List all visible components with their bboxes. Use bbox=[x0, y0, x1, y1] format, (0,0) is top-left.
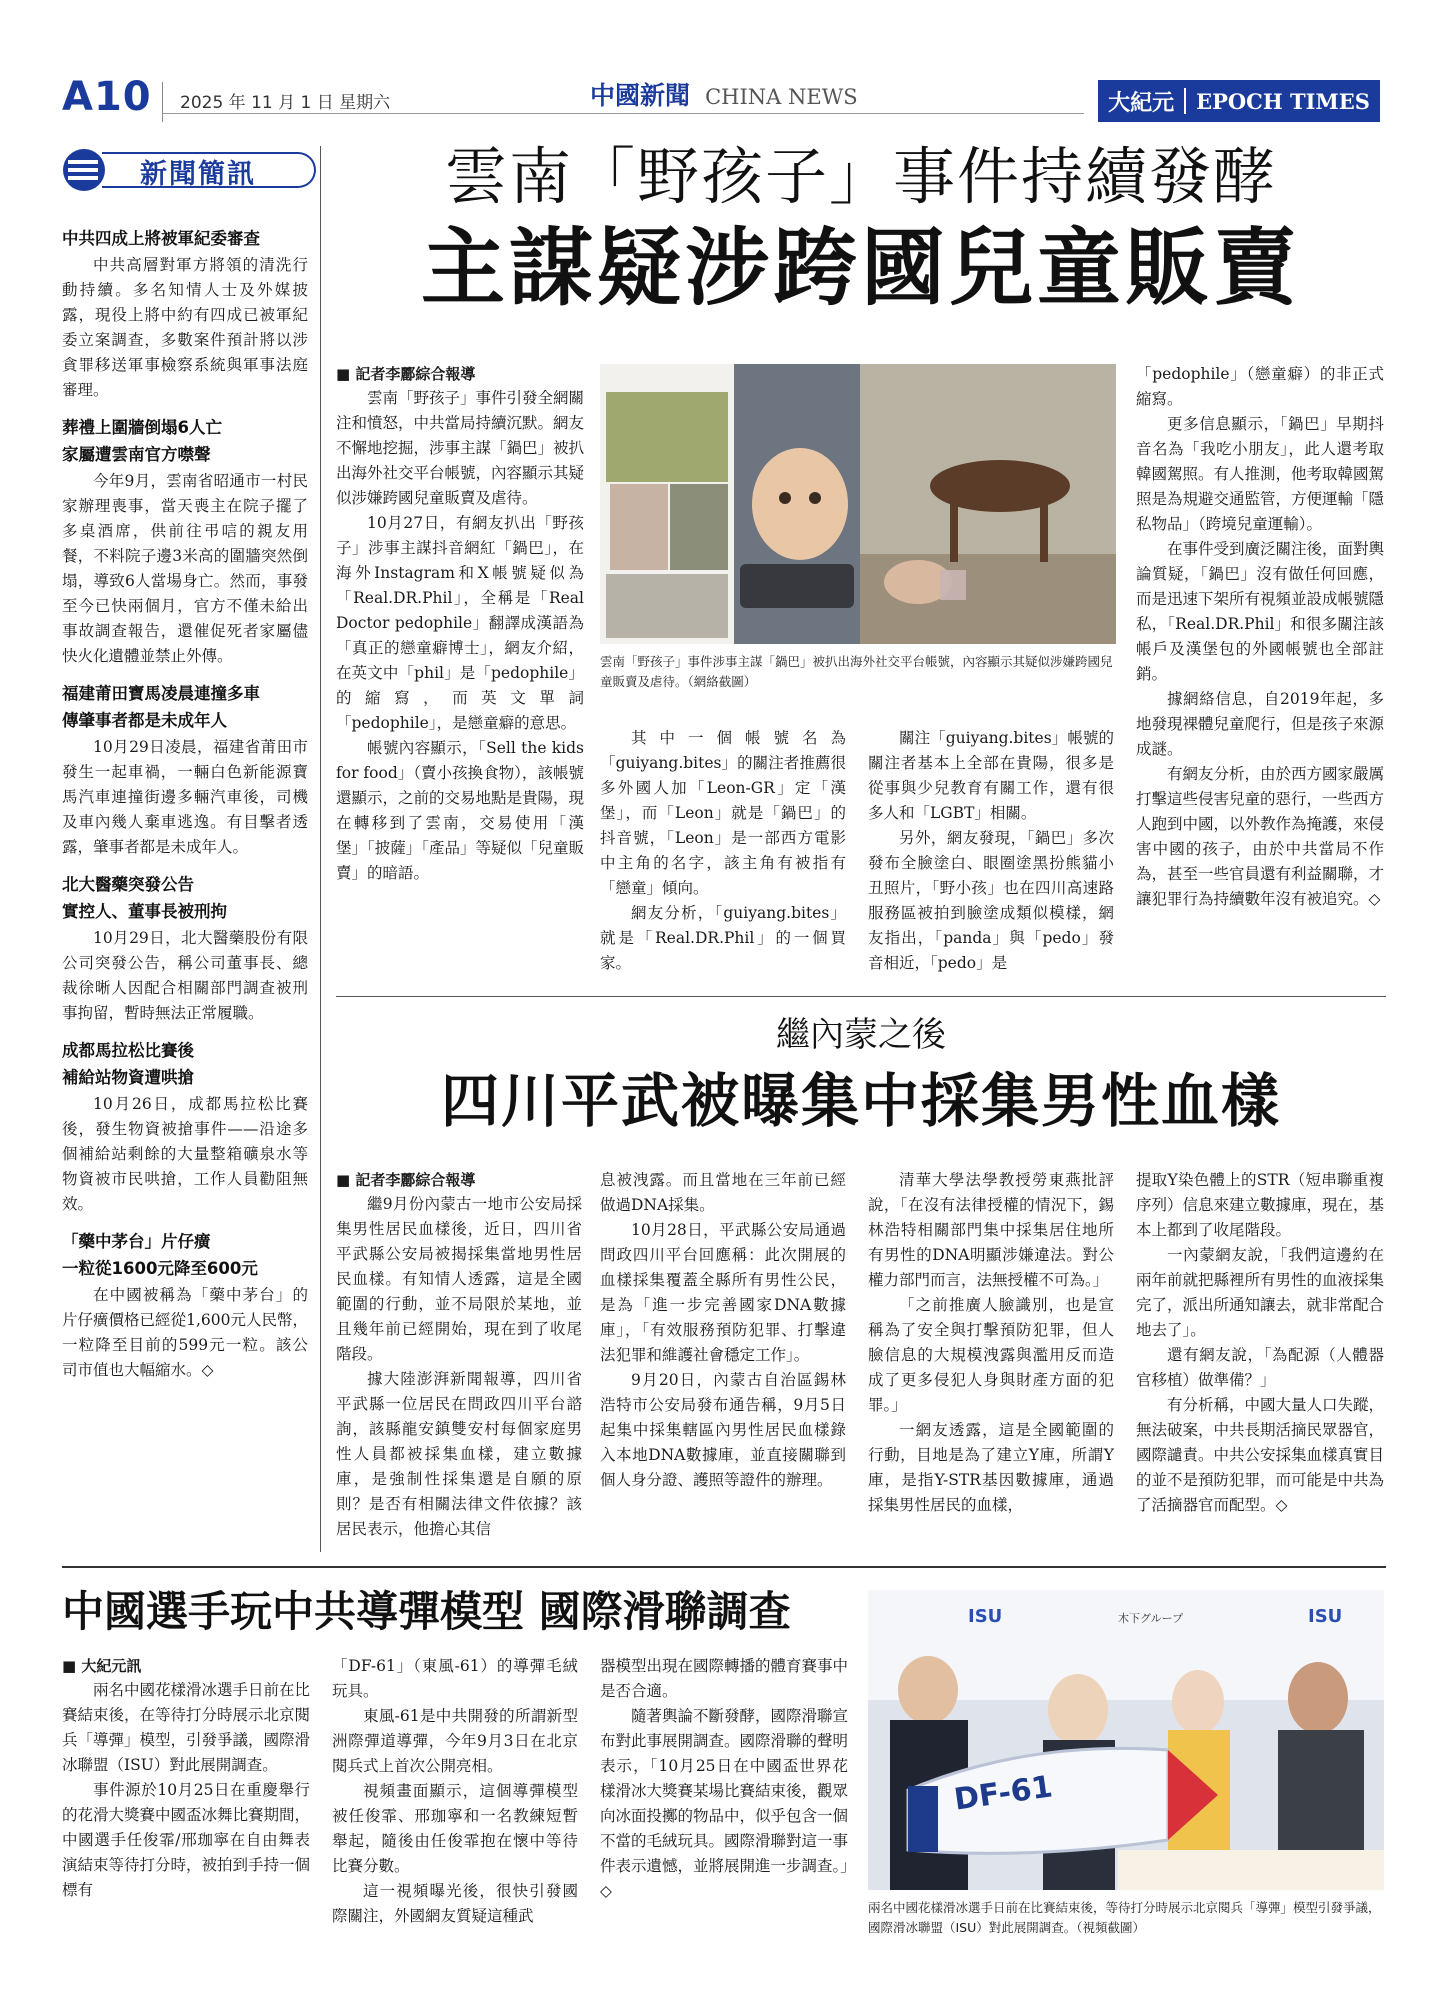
story2-paragraph: 一網友透露，這是全國範圍的行動，目地是為了建立Y庫，所謂Y庫，是指Y-STR基因數據庫，通過採集男性居民的血樣， bbox=[868, 1421, 1114, 1514]
brief-item bbox=[62, 681, 308, 860]
brief-item bbox=[62, 415, 308, 669]
story1-paragraph: 帳號內容顯示，「Sell the kids for food」（賣小孩換食物），該帳號還顯示，之前的交易地點是貴陽，現在轉移到了雲南，交易使用「漢堡」「披薩」「產品」等疑似「兒童販賣」的暗語。 bbox=[336, 739, 584, 882]
story3-paragraph: 視頻畫面顯示，這個導彈模型被任俊霏、邢珈寧和一名教練短暫舉起，隨後由任俊霏抱在懷中等待比賽分數。 bbox=[332, 1782, 578, 1875]
story3-paragraph: 東風-61是中共開發的所謂新型洲際彈道導彈，今年9月3日在北京閱兵式上首次公開亮相。 bbox=[332, 1707, 578, 1775]
story3-caption: 兩名中國花樣滑冰選手日前在比賽結束後，等待打分時展示北京閱兵「導彈」模型引發爭議，國際滑冰聯盟（ISU）對此展開調查。（視頻截圖） bbox=[868, 1900, 1381, 1935]
board-isu-2: ISU bbox=[1308, 1606, 1343, 1627]
section-title-en: CHINA NEWS bbox=[705, 85, 858, 109]
story2-paragraph: 「之前推廣人臉識別，也是宣稱為了安全與打擊預防犯罪，但人臉信息的大規模洩露與濫用反而造成了更多侵犯人身與財產方面的犯罪。」 bbox=[868, 1296, 1114, 1414]
brief-title-line2: 一粒從1600元降至600元 bbox=[62, 1259, 258, 1278]
story2-kicker: 繼內蒙之後 bbox=[776, 1015, 946, 1055]
story1-paragraph: 10月27日，有網友扒出「野孩子」涉事主謀抖音網紅「鍋巴」，在海外Instagram和X帳號疑似為「Real.DR.Phil」，全稱是「Real Doctor pedophile」翻譯成漢語為「真正的戀童癖博士」，網友介紹，在英文中「phil」是「pedophile」的縮寫，而英文單詞「pedophile」，是戀童癖的意思。 bbox=[336, 514, 584, 732]
epoch-times-logo bbox=[1098, 80, 1380, 122]
story3-paragraph: 事件源於10月25日在重慶舉行的花滑大獎賽中國盃冰舞比賽期間，中國選手任俊霏/邢珈寧在自由舞表演結束等待打分時，被拍到手持一個標有 bbox=[62, 1781, 310, 1899]
story3-photo bbox=[868, 1590, 1384, 1890]
brief-title: 福建莆田寶馬凌晨連撞多車 bbox=[62, 684, 260, 703]
story2-paragraph: 10月28日，平武縣公安局通過問政四川平台回應稱：此次開展的血樣採集覆蓋全縣所有男性公民，是為「進一步完善國家DNA數據庫」，「有效服務預防犯罪、打擊違法犯罪和維護社會穩定工作」。 bbox=[600, 1221, 846, 1364]
board-isu-1: ISU bbox=[968, 1606, 1003, 1627]
brief-title-line2: 實控人、董事長被刑拘 bbox=[62, 902, 227, 921]
briefs-column-rule bbox=[320, 146, 321, 1552]
story1-paragraph: 在事件受到廣泛關注後，面對輿論質疑，「鍋巴」沒有做任何回應，而是迅速下架所有視頻並設成帳號隱私，「Real.DR.Phil」和很多關注該帳戶及漢堡包的外國帳號也全部註銷。 bbox=[1136, 540, 1384, 683]
story3-col3 bbox=[600, 1654, 848, 1944]
brief-body: 10月29日，北大醫藥股份有限公司突發公告，稱公司董事長、總裁徐晰人因配合相關部門調查被刑事拘留，暫時無法正常履職。 bbox=[62, 929, 308, 1022]
story3-paragraph: 這一視頻曝光後，很快引發國際關注，外國網友質疑這種武 bbox=[332, 1882, 578, 1925]
briefs-emblem-icon bbox=[62, 148, 106, 192]
story3-paragraph: 隨著輿論不斷發酵，國際滑聯宣布對此事展開調查。國際滑聯的聲明表示，「10月25日在中國盃世界花樣滑冰大獎賽某場比賽結束後，觀眾向冰面投擲的物品中，似乎包含一個不當的毛絨玩具。國際滑聯對這一事件表示遺憾，並將展開進一步調查。」◇ bbox=[600, 1707, 848, 1900]
brief-title: 北大醫藥突發公告 bbox=[62, 875, 194, 894]
brief-title-line2: 補給站物資遭哄搶 bbox=[62, 1068, 194, 1087]
story2-paragraph: 還有網友說，「為配源（人體器官移植）做準備？」 bbox=[1136, 1346, 1384, 1389]
logo-en: EPOCH TIMES bbox=[1196, 88, 1370, 114]
header-rule bbox=[162, 113, 1084, 114]
story3-col2 bbox=[332, 1654, 578, 1944]
brief-title: 成都馬拉松比賽後 bbox=[62, 1041, 194, 1060]
briefs-section-header bbox=[62, 146, 318, 194]
story2-paragraph: 一內蒙網友說，「我們這邊約在兩年前就把縣裡所有男性的血液採集完了，派出所通知讓去，就非常配合地去了」。 bbox=[1136, 1246, 1384, 1339]
story1-col2 bbox=[600, 726, 846, 978]
story3-col1 bbox=[62, 1654, 310, 1944]
story1-paragraph: 另外，網友發現，「鍋巴」多次發布全臉塗白、眼圈塗黑扮熊貓小丑照片，「野小孩」也在四川高速路服務區被拍到臉塗成類似模樣，網友指出，「panda」與「pedo」發音相近，「pedo」是 bbox=[868, 829, 1114, 972]
story3-paragraph: 器模型出現在國際轉播的體育賽事中是否合適。 bbox=[600, 1657, 848, 1700]
story2-paragraph: 清華大學法學教授勞東燕批評說，「在沒有法律授權的情況下，錫林浩特相關部門集中採集居住地所有男性的DNA明顯涉嫌違法。對公權力部門而言，法無授權不可為。」 bbox=[868, 1171, 1114, 1289]
section-title-zh: 中國新聞 bbox=[590, 81, 691, 110]
story1-headline: 主謀疑涉跨國兒童販賣 bbox=[420, 218, 1301, 317]
story2-headline: 四川平武被曝集中採集男性血樣 bbox=[440, 1067, 1281, 1135]
story2-byline: ■ 記者李酈綜合報導 bbox=[336, 1168, 582, 1192]
story2-paragraph: 息被洩露。而且當地在三年前已經做過DNA採集。 bbox=[600, 1171, 846, 1214]
missile-toy-label: DF-61 bbox=[952, 1769, 1055, 1818]
briefs-column bbox=[62, 226, 308, 1551]
brief-item bbox=[62, 1038, 308, 1217]
story2-paragraph: 9月20日，內蒙古自治區錫林浩特市公安局發布通告稱，9月5日起集中採集轄區內男性居民血樣錄入本地DNA數據庫，並直接關聯到個人身分證、護照等證件的辦理。 bbox=[600, 1371, 846, 1489]
page-number: A10 bbox=[62, 74, 152, 120]
story1-paragraph: 網友分析，「guiyang.bites」就是「Real.DR.Phil」的一個買家。 bbox=[600, 904, 846, 972]
story1-col4 bbox=[1136, 362, 1384, 978]
story2-col3 bbox=[868, 1168, 1114, 1554]
brief-item bbox=[62, 1229, 308, 1383]
brief-body: 中共高層對軍方將領的清洗行動持續。多名知情人士及外媒披露，現役上將中約有四成已被軍紀委立案調查，多數案件預計將以涉貪罪移送軍事檢察系統與軍事法庭審理。 bbox=[62, 256, 308, 399]
skaters-kiss-and-cry-photo bbox=[868, 1590, 1384, 1890]
story1-paragraph: 雲南「野孩子」事件引發全網關注和憤怒，中共當局持續沉默。網友不懈地挖掘，涉事主謀「鍋巴」被扒出海外社交平台帳號，內容顯示其疑似涉嫌跨國兒童販賣及虐待。 bbox=[336, 389, 584, 507]
logo-divider bbox=[1184, 88, 1186, 114]
brief-item bbox=[62, 872, 308, 1026]
story3-paragraph: 「DF-61」（東風-61）的導彈毛絨玩具。 bbox=[332, 1657, 578, 1700]
story1-col1 bbox=[336, 362, 584, 978]
story1-byline: ■ 記者李酈綜合報導 bbox=[336, 362, 584, 386]
story2-paragraph: 有分析稱，中國大量人口失蹤，無法破案，中共長期活摘民眾器官，國際譴責。中共公安採集血樣真實目的並不是預防犯罪，而可能是中共為了活摘器官而配型。◇ bbox=[1136, 1396, 1384, 1514]
story1-paragraph: 關注「guiyang.bites」帳號的關注者基本上全部在貴陽，很多是從事與少兒教育有關工作，還有很多人和「LGBT」相關。 bbox=[868, 729, 1114, 822]
story-divider bbox=[336, 996, 1386, 997]
story1-paragraph: 其中一個帳號名為「guiyang.bites」的關注者推薦很多外國人加「Leon-GR」定「漢堡」，而「Leon」就是「鍋巴」的抖音號，「Leon」是一部西方電影中主角的名字，該主角有被指有「戀童」傾向。 bbox=[600, 729, 846, 897]
story3-paragraph: 兩名中國花樣滑冰選手日前在比賽結束後，在等待打分時展示北京閱兵「導彈」模型，引發爭議，國際滑冰聯盟（ISU）對此展開調查。 bbox=[62, 1681, 310, 1774]
story2-paragraph: 提取Y染色體上的STR（短串聯重複序列）信息來建立數據庫，現在，基本上都到了收尾階段。 bbox=[1136, 1171, 1384, 1239]
story2-paragraph: 繼9月份內蒙古一地市公安局採集男性居民血樣後，近日，四川省平武縣公安局被揭採集當地男性居民血樣。有知情人透露，這是全國範圍的行動，並不局限於某地，並且幾年前已經開始，現在到了收尾階段。 bbox=[336, 1195, 582, 1363]
story2-col2 bbox=[600, 1168, 846, 1554]
story1-paragraph: 「pedophile」（戀童癖）的非正式縮寫。 bbox=[1136, 365, 1384, 408]
brief-item bbox=[62, 226, 308, 403]
story1-caption: 雲南「野孩子」事件涉事主謀「鍋巴」被扒出海外社交平台帳號，內容顯示其疑似涉嫌跨國兒童販賣及虐待。（網絡截圖） bbox=[600, 654, 1113, 689]
header-divider bbox=[162, 82, 163, 122]
story1-paragraph: 更多信息顯示，「鍋巴」早期抖音名為「我吃小朋友」，此人還考取韓國駕照。有人推測，他考取韓國駕照是為規避交通監管，方便運輸「隱私物品」（跨境兒童運輸）。 bbox=[1136, 415, 1384, 533]
logo-zh: 大紀元 bbox=[1108, 90, 1175, 116]
story1-kicker: 雲南「野孩子」事件持續發酵 bbox=[444, 140, 1277, 213]
briefs-title: 新聞簡訊 bbox=[140, 159, 256, 190]
story1-paragraph: 有網友分析，由於西方國家嚴厲打擊這些侵害兒童的惡行，一些西方人跑到中國，以外教作為掩護，來侵害中國的孩子，由於中共當局不作為，甚至一些官員還有利益關聯，才讓犯罪行為持續數年沒有被追究。◇ bbox=[1136, 765, 1384, 908]
issue-date: 2025 年 11 月 1 日 星期六 bbox=[180, 93, 391, 113]
social-media-screenshot bbox=[600, 364, 1116, 644]
story-divider bbox=[62, 1566, 1386, 1568]
brief-title-line2: 傳肇事者都是未成年人 bbox=[62, 711, 227, 730]
section-title bbox=[590, 76, 858, 112]
brief-body: 今年9月，雲南省昭通市一村民家辦理喪事，當天喪主在院子擺了多桌酒席，供前往弔唁的親友用餐，不料院子邊3米高的圍牆突然倒塌，導致6人當場身亡。然而，事發至今已快兩個月，官方不僅未給出事故調查報告，還催促死者家屬儘快火化遺體並禁止外傳。 bbox=[62, 472, 308, 665]
brief-title: 「藥中茅台」片仔癀 bbox=[62, 1232, 211, 1251]
brief-title-line2: 家屬遭雲南官方噤聲 bbox=[62, 445, 211, 464]
brief-body: 10月26日，成都馬拉松比賽後，發生物資被搶事件——沿途多個補給站剩餘的大量整箱礦泉水等物資被市民哄搶，工作人員勸阻無效。 bbox=[62, 1095, 308, 1213]
story1-col3 bbox=[868, 726, 1114, 978]
story1-photo bbox=[600, 364, 1116, 644]
story2-col1 bbox=[336, 1168, 582, 1554]
board-sponsor: 木下グループ bbox=[1118, 1612, 1184, 1625]
brief-body: 在中國被稱為「藥中茅台」的片仔癀價格已經從1,600元人民幣，一粒降至目前的599元一粒。該公司市值也大幅縮水。◇ bbox=[62, 1286, 308, 1379]
story2-col4 bbox=[1136, 1168, 1384, 1554]
story2-paragraph: 據大陸澎湃新聞報導，四川省平武縣一位居民在問政四川平台諮詢，該縣龍安鎮雙安村每個家庭男性人員都被採集血樣，建立數據庫，是強制性採集還是自願的原則？是否有相關法律文件依據？該居民表示，他擔心其信 bbox=[336, 1370, 582, 1538]
story3-byline: ■ 大紀元訊 bbox=[62, 1654, 310, 1678]
story3-headline: 中國選手玩中共導彈模型 國際滑聯調查 bbox=[62, 1587, 791, 1636]
story1-paragraph: 據網絡信息，自2019年起，多地發現裸體兒童爬行，但是孩子來源成謎。 bbox=[1136, 690, 1384, 758]
brief-title: 中共四成上將被軍紀委審查 bbox=[62, 229, 260, 248]
brief-body: 10月29日凌晨，福建省莆田市發生一起車禍，一輛白色新能源寶馬汽車連撞街邊多輛汽車後，司機及車內幾人棄車逃逸。有目擊者透露，肇事者都是未成年人。 bbox=[62, 738, 308, 856]
brief-title: 葬禮上圍牆倒塌6人亡 bbox=[62, 418, 222, 437]
